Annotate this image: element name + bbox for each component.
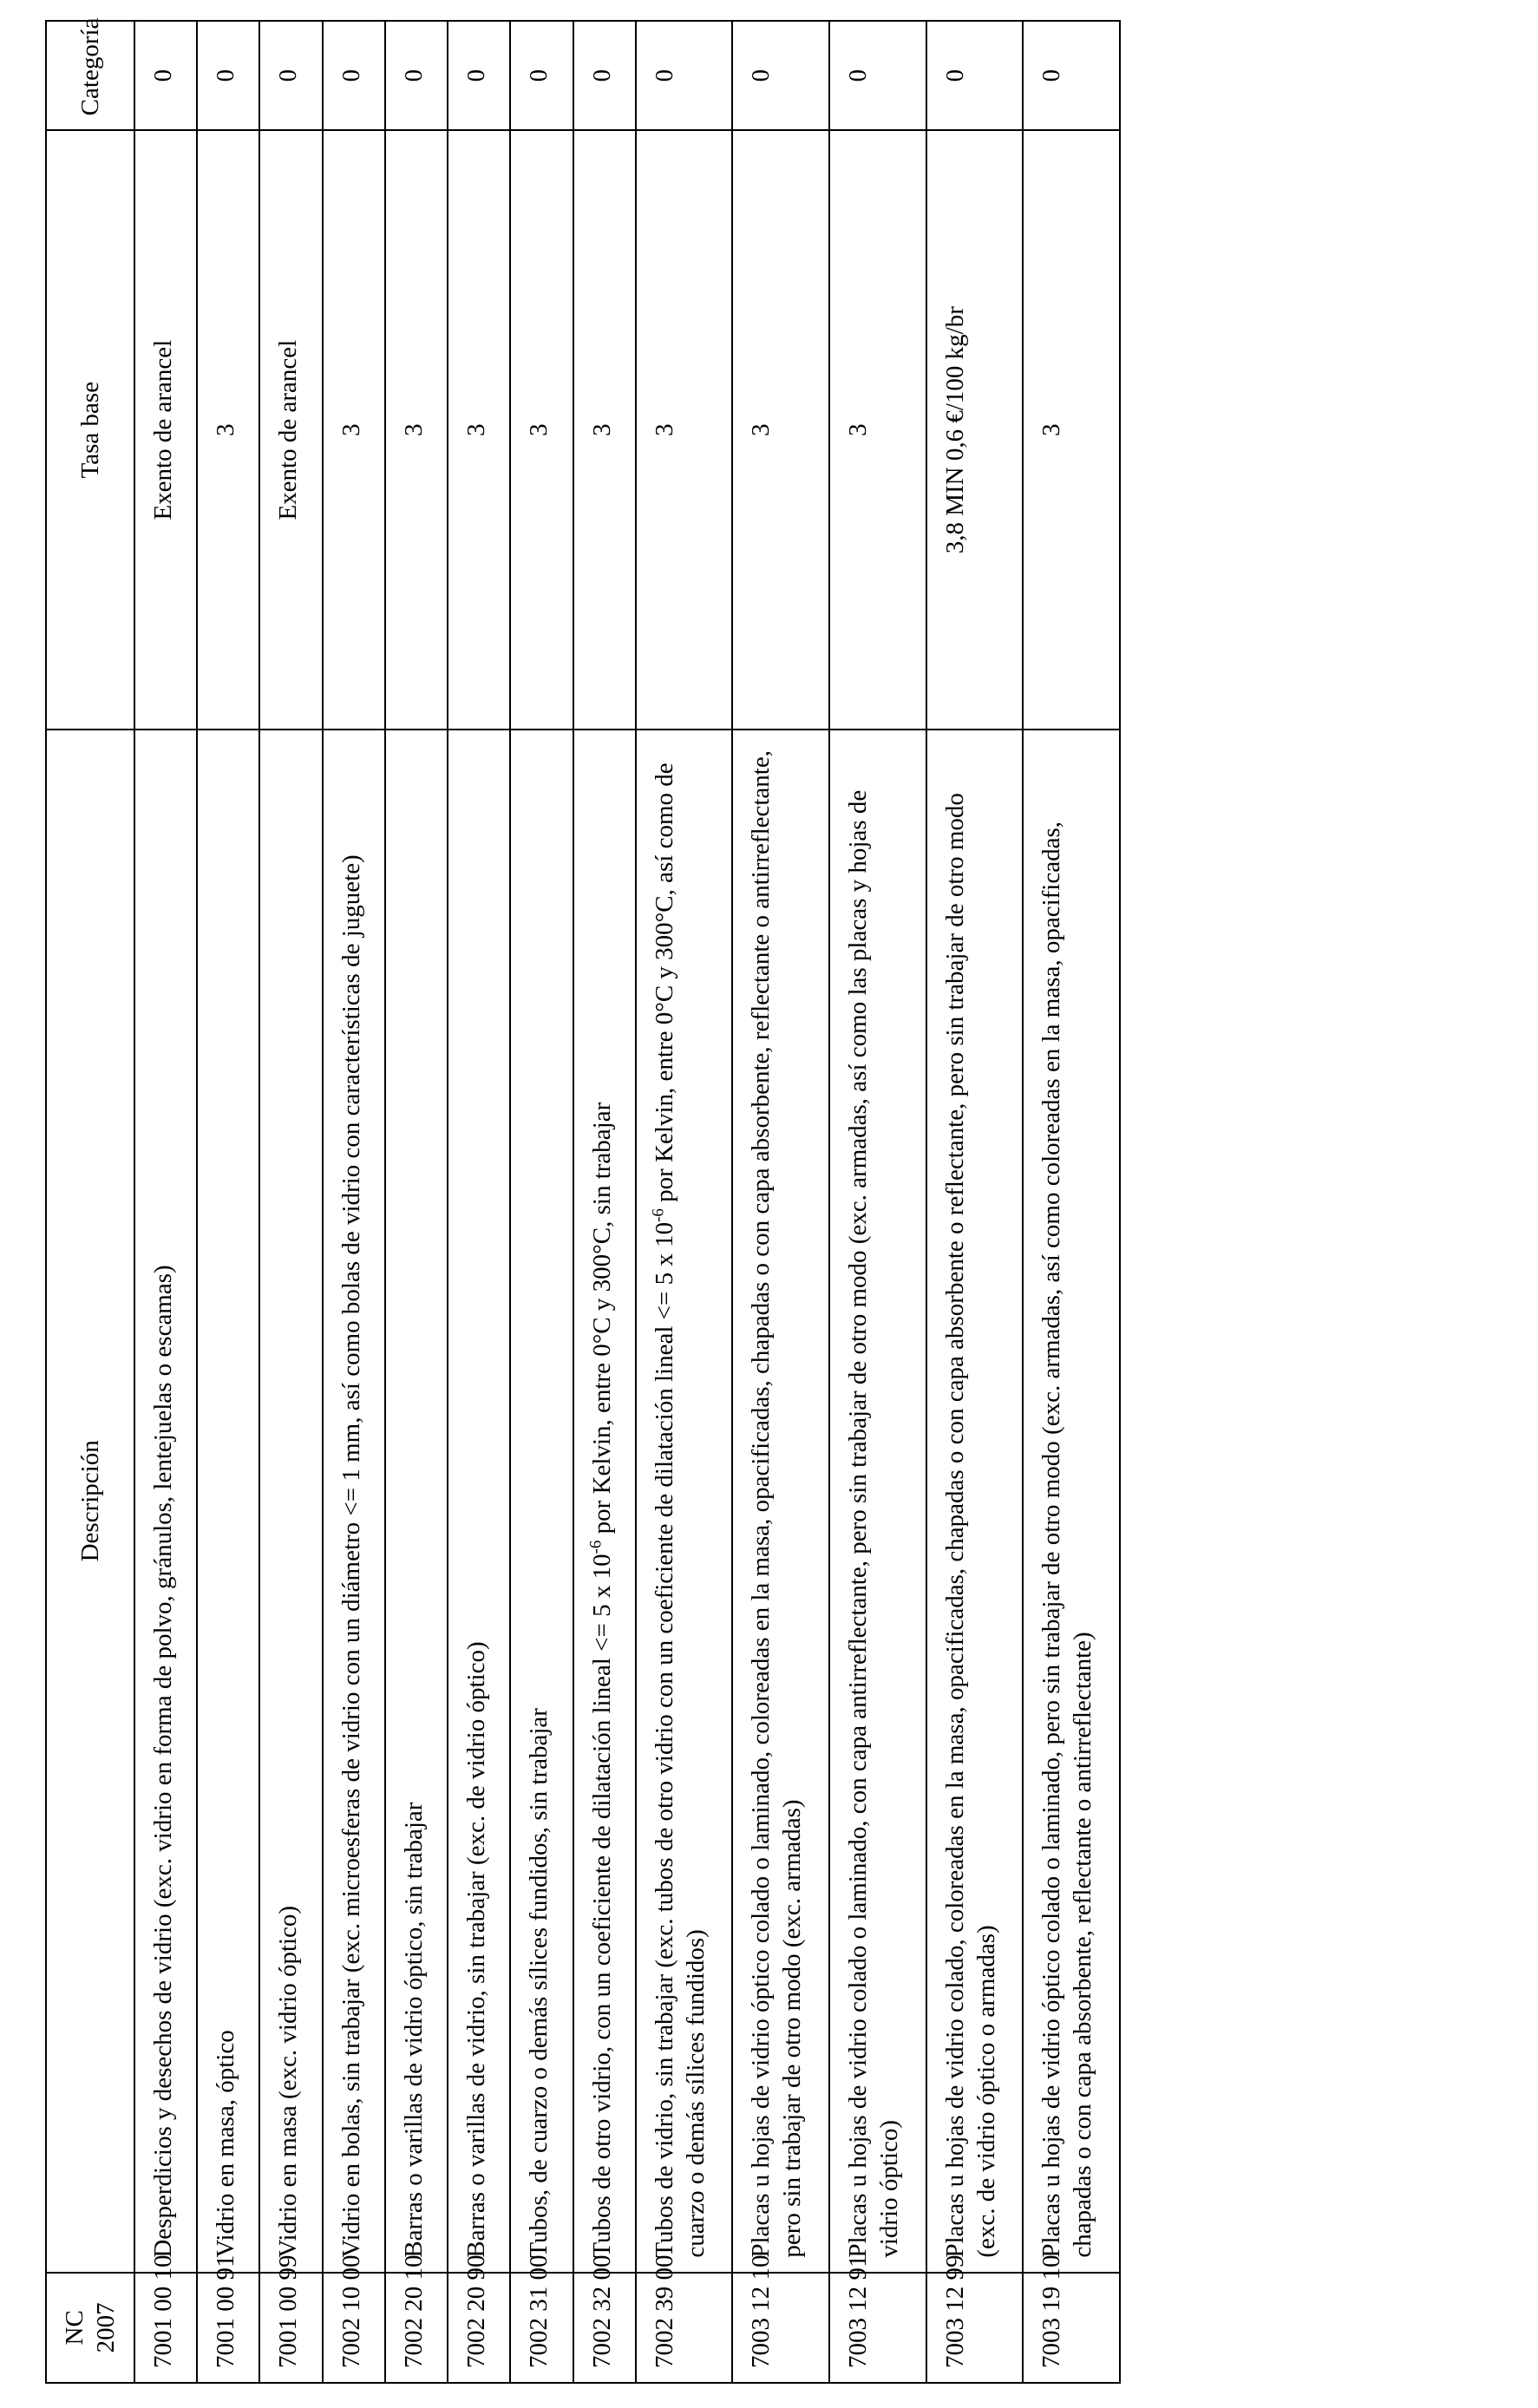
cell-code: 7002 10 00 [323, 2273, 385, 2383]
exponent: -6 [586, 1540, 605, 1554]
cell-category: 0 [1023, 21, 1120, 130]
cell-category: 0 [385, 21, 448, 130]
cell-rate: Exento de arancel [259, 130, 322, 730]
table-row [829, 21, 926, 2383]
cell-category: 0 [197, 21, 259, 130]
cell-category: 0 [448, 21, 510, 130]
cell-rate: 3 [573, 130, 636, 730]
cell-rate: 3 [323, 130, 385, 730]
cell-description: Tubos, de cuarzo o demás sílices fundidos, sin trabajar [510, 730, 573, 2273]
table-row [573, 21, 636, 2383]
cell-rate: 3,8 MIN 0,6 €/100 kg/br [926, 130, 1024, 730]
table-row [323, 21, 385, 2383]
header-rate: Tasa base [46, 130, 134, 730]
table-row [134, 21, 197, 2383]
cell-rate: 3 [385, 130, 448, 730]
cell-rate: 3 [510, 130, 573, 730]
description-text: Tubos de otro vidrio, con un coeficiente de dilatación lineal <= 5 x 10 [587, 1554, 616, 2258]
cell-code: 7002 39 00 [636, 2273, 733, 2383]
cell-description: Placas u hojas de vidrio óptico colado o laminado, coloreadas en la masa, opacificadas, chapadas o con capa absorbente, reflectante o antirreflectante, pero sin trabajar de otro modo (exc. armadas) [732, 730, 829, 2273]
cell-description: Vidrio en bolas, sin trabajar (exc. microesferas de vidrio con un diámetro <= 1 mm, así como bolas de vidrio con características de juguete) [323, 730, 385, 2273]
cell-rate: Exento de arancel [134, 130, 197, 730]
header-row [46, 21, 134, 2383]
cell-rate: 3 [732, 130, 829, 730]
cell-code: 7003 12 99 [926, 2273, 1024, 2383]
cell-category: 0 [926, 21, 1024, 130]
exponent: -6 [649, 1208, 668, 1222]
cell-code: 7003 19 10 [1023, 2273, 1120, 2383]
cell-rate: 3 [829, 130, 926, 730]
table-row [197, 21, 259, 2383]
cell-code: 7003 12 91 [829, 2273, 926, 2383]
cell-category: 0 [134, 21, 197, 130]
description-text: Tubos de vidrio, sin trabajar (exc. tubos de otro vidrio con un coeficiente de dilatación lineal <= 5 x 10 [650, 1221, 678, 2258]
cell-rate: 3 [448, 130, 510, 730]
table-row [732, 21, 829, 2383]
cell-description: Vidrio en masa (exc. vidrio óptico) [259, 730, 322, 2273]
cell-description: Placas u hojas de vidrio óptico colado o laminado, pero sin trabajar de otro modo (exc. armadas, así como coloreadas en la masa, opacificadas, chapadas o con capa absorbente, reflectante o antirreflectante) [1023, 730, 1120, 2273]
header-description: Descripción [46, 730, 134, 2273]
table-row [385, 21, 448, 2383]
cell-description: Desperdicios y desechos de vidrio (exc. vidrio en forma de polvo, gránulos, lentejuelas o escamas) [134, 730, 197, 2273]
cell-code: 7002 20 90 [448, 2273, 510, 2383]
cell-rate: 3 [1023, 130, 1120, 730]
cell-description [573, 730, 636, 2273]
table-row [1023, 21, 1120, 2383]
table-row [926, 21, 1024, 2383]
cell-category: 0 [732, 21, 829, 130]
cell-code: 7002 20 10 [385, 2273, 448, 2383]
cell-code: 7001 00 99 [259, 2273, 322, 2383]
cell-description: Barras o varillas de vidrio, sin trabajar (exc. de vidrio óptico) [448, 730, 510, 2273]
cell-description: Vidrio en masa, óptico [197, 730, 259, 2273]
header-code: NC 2007 [46, 2273, 134, 2383]
rotated-table-wrapper [45, 17, 1121, 2384]
description-text: por Kelvin, entre 0°C y 300°C, así como de cuarzo o demás sílices fundidos) [650, 762, 710, 2258]
cell-description: Placas u hojas de vidrio colado, coloreadas en la masa, opacificadas, chapadas o con capa absorbente o reflectante, pero sin trabajar de otro modo (exc. de vidrio óptico o armadas) [926, 730, 1024, 2273]
cell-code: 7001 00 10 [134, 2273, 197, 2383]
cell-category: 0 [636, 21, 733, 130]
cell-category: 0 [323, 21, 385, 130]
cell-category: 0 [573, 21, 636, 130]
table-row [510, 21, 573, 2383]
cell-code: 7003 12 10 [732, 2273, 829, 2383]
cell-category: 0 [829, 21, 926, 130]
cell-rate: 3 [197, 130, 259, 730]
description-text: por Kelvin, entre 0°C y 300°C, sin trabajar [587, 1102, 616, 1541]
cell-description [636, 730, 733, 2273]
cell-code: 7001 00 91 [197, 2273, 259, 2383]
cell-code: 7002 31 00 [510, 2273, 573, 2383]
cell-category: 0 [259, 21, 322, 130]
table-row [636, 21, 733, 2383]
table-row [259, 21, 322, 2383]
cell-code: 7002 32 00 [573, 2273, 636, 2383]
cell-category: 0 [510, 21, 573, 130]
cell-rate: 3 [636, 130, 733, 730]
cell-description: Placas u hojas de vidrio colado o laminado, con capa antirreflectante, pero sin trabajar de otro modo (exc. armadas, así como las placas y hojas de vidrio óptico) [829, 730, 926, 2273]
tariff-table [45, 17, 1121, 2384]
table-row [448, 21, 510, 2383]
header-category: Categoría [46, 21, 134, 130]
cell-description: Barras o varillas de vidrio óptico, sin trabajar [385, 730, 448, 2273]
